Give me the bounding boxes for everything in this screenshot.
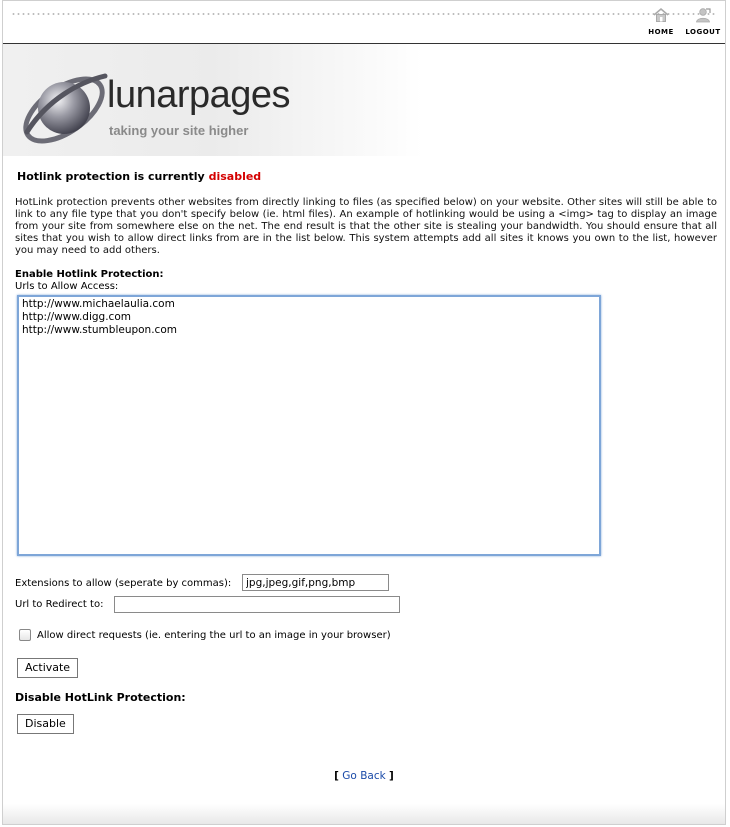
nav-logout[interactable] bbox=[683, 7, 723, 36]
open-bracket: [ bbox=[334, 770, 339, 782]
user-logout-icon bbox=[694, 7, 712, 23]
activate-button[interactable]: Activate bbox=[17, 658, 78, 678]
page-frame bbox=[2, 0, 726, 825]
home-icon bbox=[652, 7, 670, 23]
status-state: disabled bbox=[208, 170, 262, 183]
close-bracket: ] bbox=[389, 770, 394, 782]
go-back-nav bbox=[3, 770, 725, 782]
allowed-urls-textarea[interactable] bbox=[17, 295, 601, 556]
brand-name: lunarpages bbox=[107, 74, 291, 116]
disable-button[interactable]: Disable bbox=[17, 714, 74, 734]
top-bar bbox=[3, 1, 725, 44]
dotted-divider bbox=[11, 12, 717, 16]
footer-strip bbox=[3, 804, 725, 824]
extensions-input[interactable] bbox=[242, 574, 389, 591]
protection-status bbox=[17, 170, 261, 183]
go-back-link[interactable]: Go Back bbox=[342, 770, 386, 782]
nav-home[interactable] bbox=[641, 7, 681, 36]
redirect-url-input[interactable] bbox=[114, 596, 400, 613]
status-prefix: Hotlink protection is currently bbox=[17, 170, 205, 183]
logo-banner bbox=[3, 44, 423, 156]
disable-section-title: Disable HotLink Protection: bbox=[15, 691, 186, 704]
extensions-label: Extensions to allow (seperate by commas): bbox=[15, 578, 232, 589]
lunarpages-logo-icon bbox=[17, 60, 113, 156]
home-label: HOME bbox=[648, 28, 674, 36]
logout-label: LOGOUT bbox=[685, 28, 721, 36]
urls-label: Urls to Allow Access: bbox=[15, 281, 119, 292]
allow-direct-requests-checkbox[interactable] bbox=[19, 629, 31, 641]
hotlink-description: HotLink protection prevents other websites from directly linking to files (as specified below) on your website. Other sites will still be able to link to any file type that you don't specify below (ie. html files). An example of hotlinking would be using a <img> tag to display an image from your site from somewhere else on the net. The end result is that the other site is stealing your bandwidth. You should ensure that all sites that you wish to allow direct links from are in the list below. This system attempts add all sites it knows you own to the list, however you may need to add others. bbox=[15, 197, 717, 256]
enable-section-title: Enable Hotlink Protection: bbox=[15, 269, 164, 280]
brand-tagline: taking your site higher bbox=[109, 123, 249, 138]
allow-direct-requests-label: Allow direct requests (ie. entering the url to an image in your browser) bbox=[37, 630, 391, 641]
redirect-label: Url to Redirect to: bbox=[15, 599, 104, 610]
